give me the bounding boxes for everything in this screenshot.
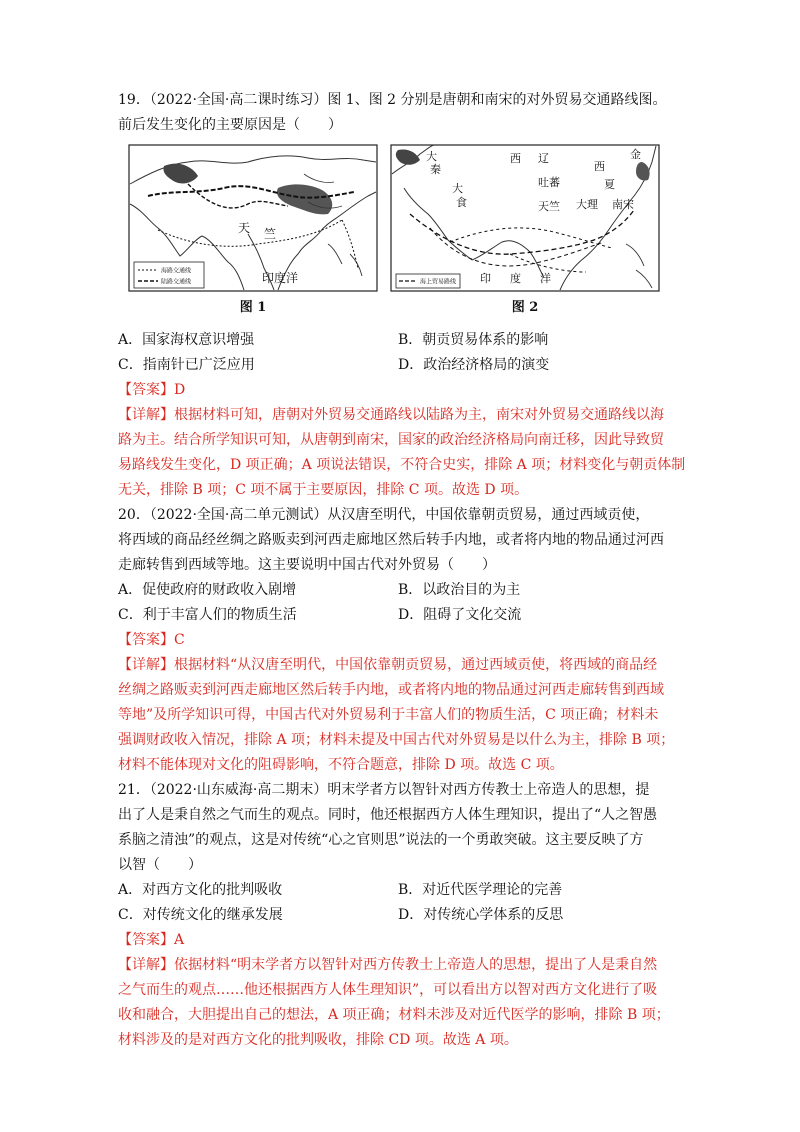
answer: 【答案】A xyxy=(118,932,185,948)
answer: 【答案】C xyxy=(118,632,185,648)
question-stem-line: 19．（2022·全国·高二课时练习）图 1、图 2 分别是唐朝和南宋的对外贸易交通路线图。 xyxy=(118,92,667,108)
answer: 【答案】D xyxy=(118,382,186,398)
option-b: B．对近代医学理论的完善 xyxy=(398,882,563,898)
figures xyxy=(118,144,692,328)
question-stem-line: 系脑之清浊”的观点，这是对传统“心之官则思”说法的一个勇敢突破。这主要反映了方 xyxy=(118,832,644,848)
song-trade-route-map xyxy=(390,144,660,292)
option-b: B．朝贡贸易体系的影响 xyxy=(398,332,549,348)
map-label: 天竺 xyxy=(538,200,560,213)
analysis xyxy=(118,403,692,503)
analysis-line: 强调财政收入情况，排除 A 项；材料未提及中国古代对外贸易是以什么为主，排除 B 项； xyxy=(118,732,675,748)
options xyxy=(118,578,692,628)
analysis-line: 收和融合，大胆提出自己的想法，A 项正确；材料未涉及对近代医学的影响，排除 B 项； xyxy=(118,1007,670,1023)
analysis-line: 无关，排除 B 项；C 项不属于主要原因，排除 C 项。故选 D 项。 xyxy=(118,482,529,498)
map-label: 印度洋 xyxy=(262,271,299,285)
analysis-line: 【详解】依据材料“明末学者方以智针对西方传教士上帝造人的思想，提出了人是秉自然 xyxy=(118,957,658,973)
option-a: A．对西方文化的批判吸收 xyxy=(118,882,283,898)
analysis-line: 易路线发生变化，D 项正确；A 项说法错误，不符合史实，排除 A 项；材料变化与朝贡体制 xyxy=(118,457,686,473)
map-label: 西 xyxy=(594,160,605,173)
analysis-line: 材料不能体现对文化的阻碍影响，不符合题意，排除 D 项。故选 C 项。 xyxy=(118,757,564,773)
map-label: 大 xyxy=(426,150,437,163)
tang-trade-route-map xyxy=(128,144,378,292)
analysis-line: 路为主。结合所学知识可知，从唐朝到南宋，国家的政治经济格局向南迁移，因此导致贸 xyxy=(118,432,664,448)
option-c: C．指南针已广泛应用 xyxy=(118,357,255,373)
map-label: 大 xyxy=(452,182,463,195)
map-label: 食 xyxy=(456,196,467,209)
analysis-line: 丝绸之路贩卖到河西走廊地区然后转手内地，或者将内地的物品通过河西走廊转售到西域 xyxy=(118,682,664,698)
analysis xyxy=(118,653,692,778)
map-label: 大理 xyxy=(576,198,598,211)
figure-1-tang-map xyxy=(128,144,378,315)
options xyxy=(118,878,692,928)
option-b: B．以政治目的为主 xyxy=(398,582,521,598)
option-c: C．利于丰富人们的物质生活 xyxy=(118,607,297,623)
document-page xyxy=(118,88,692,1053)
question-stem-line: 将西域的商品经丝绸之路贩卖到河西走廊地区然后转手内地，或者将内地的物品通过河西 xyxy=(118,532,664,548)
question-stem-line: 走廊转售到西域等地。这主要说明中国古代对外贸易（ ） xyxy=(118,557,496,573)
map-label: 洋 xyxy=(540,272,551,285)
figure-2-song-map xyxy=(390,144,660,315)
map-label: 吐蕃 xyxy=(538,176,560,189)
question-stem-line: 以智（ ） xyxy=(118,857,202,873)
option-a: A．国家海权意识增强 xyxy=(118,332,255,348)
analysis-line: 材料涉及的是对西方文化的批判吸收，排除 CD 项。故选 A 项。 xyxy=(118,1032,518,1048)
analysis-line: 之气而生的观点……他还根据西方人体生理知识”，可以看出方以智对西方文化进行了吸 xyxy=(118,982,658,998)
legend-label: 海上贸易路线 xyxy=(420,278,457,286)
map-label: 南宋 xyxy=(612,198,634,211)
question-20 xyxy=(118,503,692,778)
map-label: 夏 xyxy=(604,178,615,191)
option-c: C．对传统文化的继承发展 xyxy=(118,907,283,923)
map-label: 天 xyxy=(238,221,251,235)
analysis-line: 【详解】根据材料“从汉唐至明代，中国依靠朝贡贸易，通过西域贡使，将西域的商品经 xyxy=(118,657,658,673)
question-19 xyxy=(118,88,692,503)
question-stem-line: 出了人是秉自然之气而生的观点。同时，他还根据西方人体生理知识，提出了“人之智愚 xyxy=(118,807,658,823)
legend-label: 陆路交通线 xyxy=(161,278,192,286)
question-stem-line: 前后发生变化的主要原因是（ ） xyxy=(118,117,342,133)
option-d: D．阻碍了文化交流 xyxy=(398,607,522,623)
map-label: 秦 xyxy=(430,163,441,176)
option-a: A．促使政府的财政收入剧增 xyxy=(118,582,297,598)
figure-caption: 图 2 xyxy=(511,300,539,315)
options xyxy=(118,328,692,378)
map-label: 印 xyxy=(480,272,491,285)
figure-caption: 图 1 xyxy=(239,300,267,315)
option-d: D．对传统心学体系的反思 xyxy=(398,907,564,923)
question-21 xyxy=(118,778,692,1053)
option-d: D．政治经济格局的演变 xyxy=(398,357,550,373)
map-label: 辽 xyxy=(538,152,549,165)
analysis-line: 【详解】根据材料可知，唐朝对外贸易交通路线以陆路为主，南宋对外贸易交通路线以海 xyxy=(118,407,664,423)
map-label: 度 xyxy=(510,272,521,285)
question-stem-line: 20．（2022·全国·高二单元测试）从汉唐至明代，中国依靠朝贡贸易，通过西域贡使， xyxy=(118,507,650,523)
legend-label: 海路交通线 xyxy=(161,267,192,275)
question-stem-line: 21．（2022·山东威海·高二期末）明末学者方以智针对西方传教士上帝造人的思想，提 xyxy=(118,782,650,798)
map-label: 金 xyxy=(630,148,641,161)
analysis-line: 等地”及所学知识可得，中国古代对外贸易利于丰富人们的物质生活，C 项正确；材料未 xyxy=(118,707,659,723)
map-label: 竺 xyxy=(264,227,277,241)
map-label: 西 xyxy=(510,152,521,165)
analysis xyxy=(118,953,692,1053)
